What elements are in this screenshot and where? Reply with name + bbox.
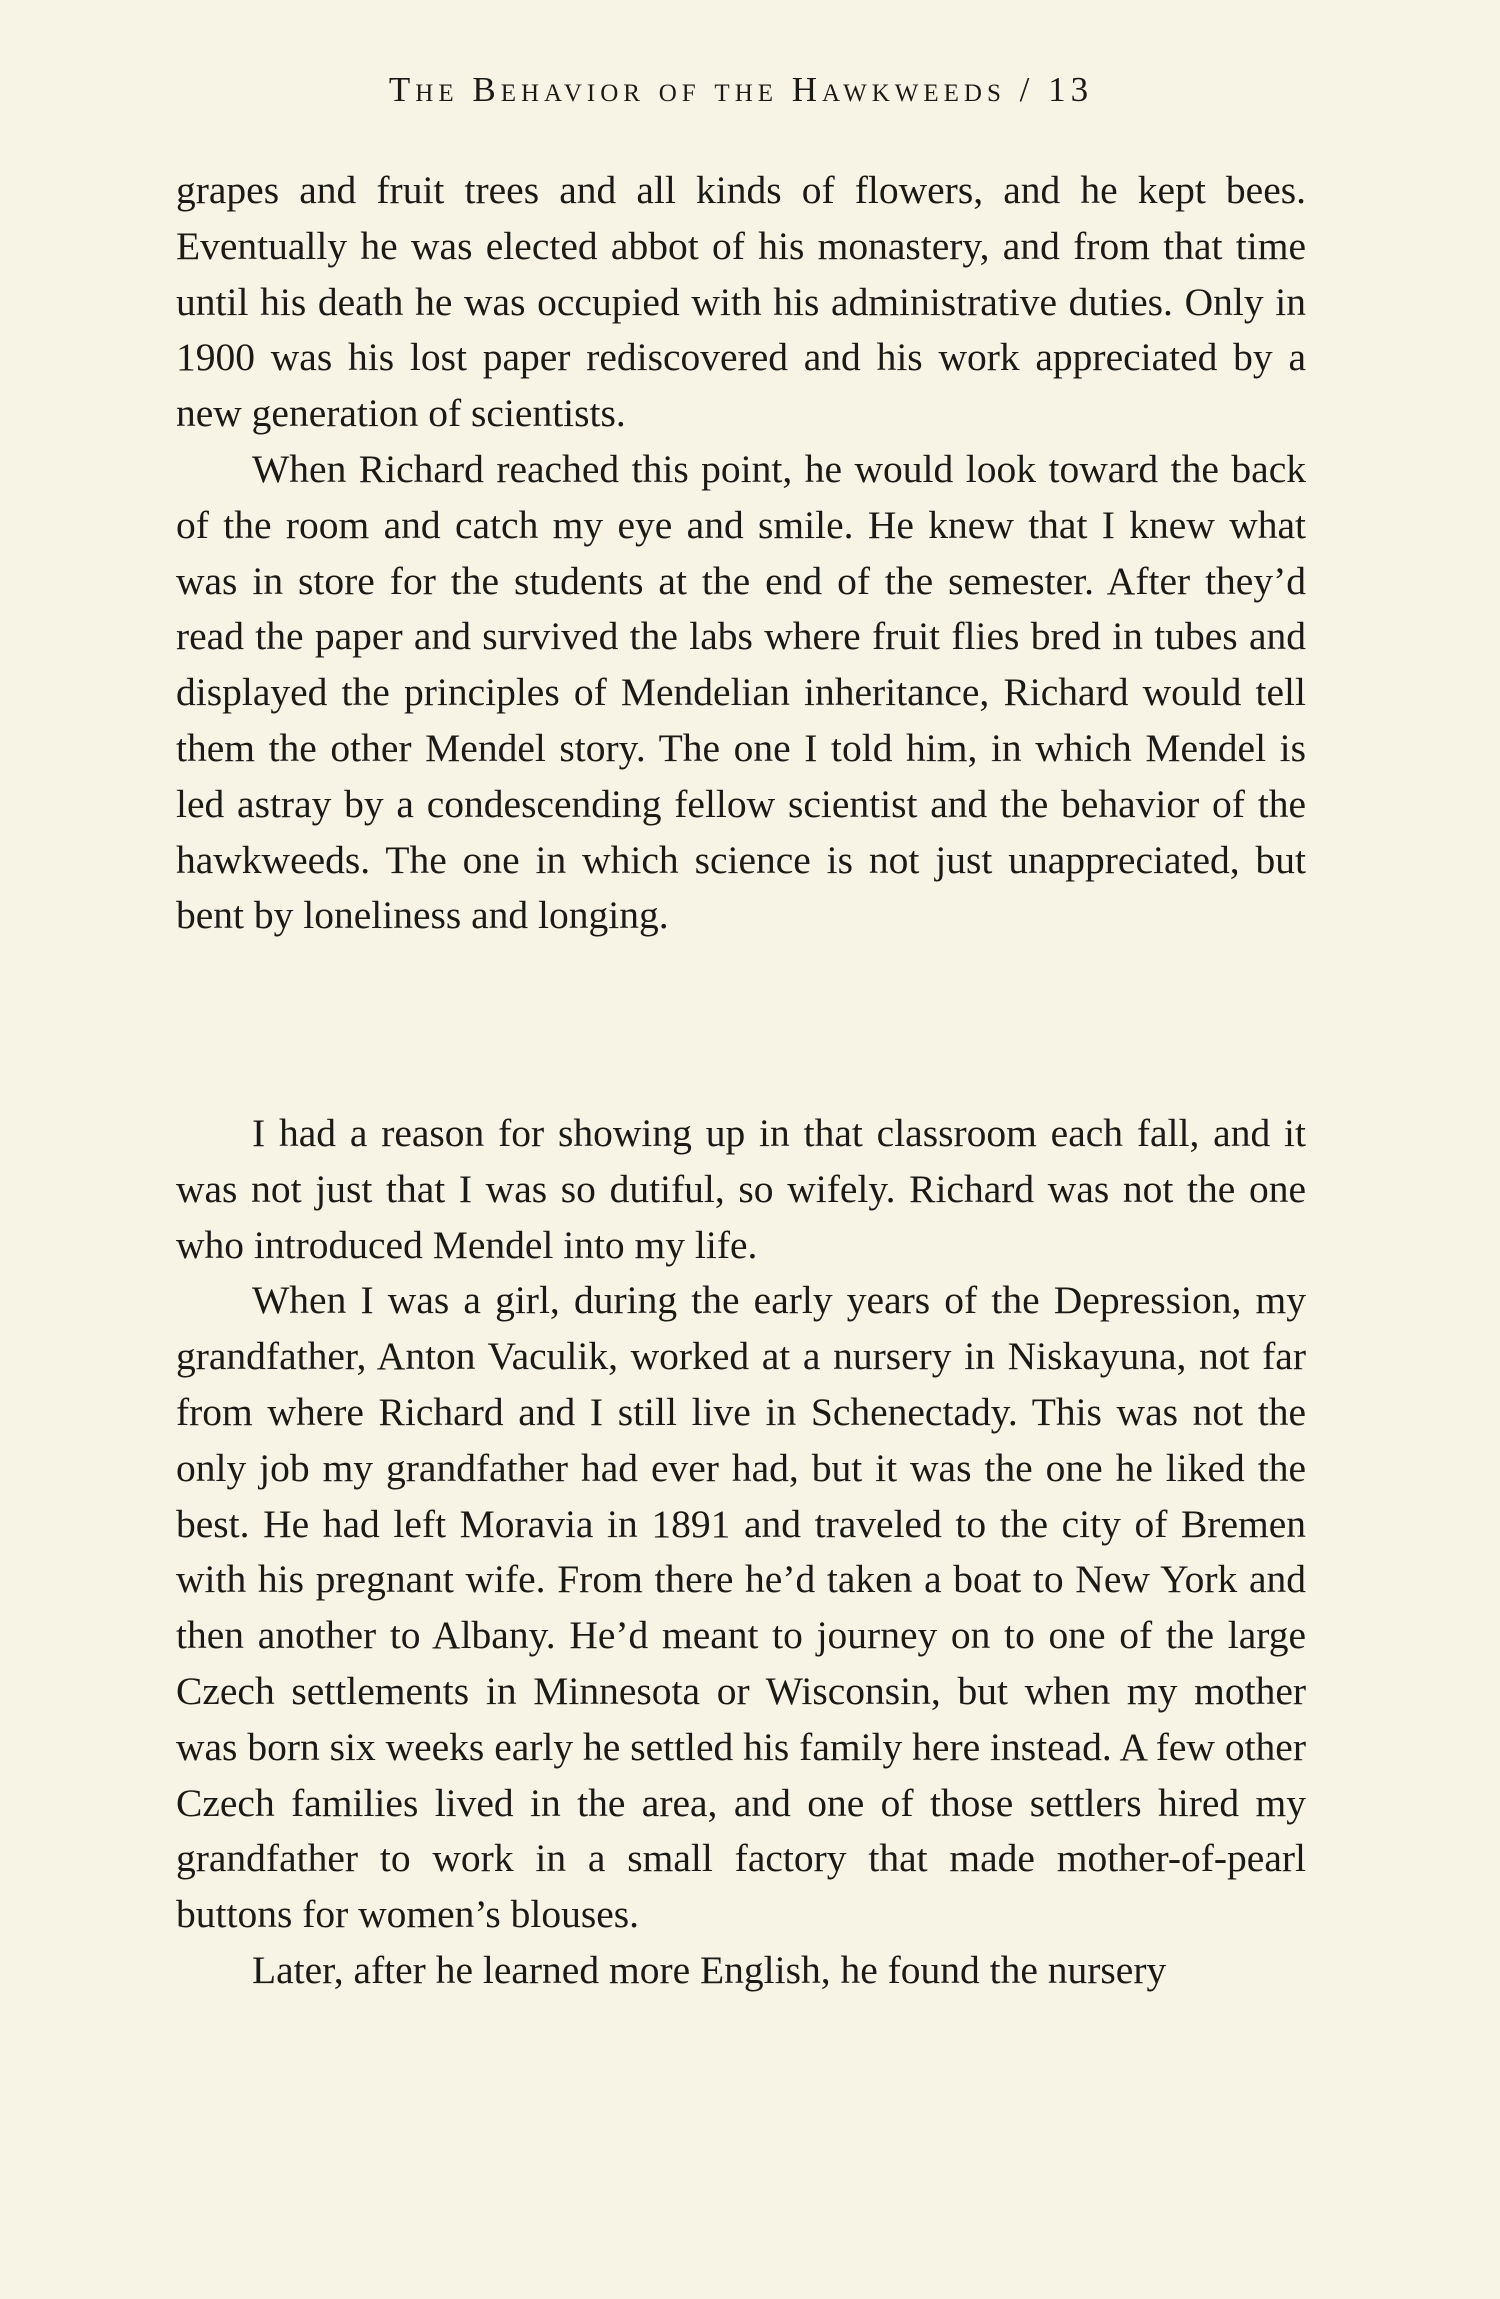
chapter-title: The Behavior of the Hawkweeds	[388, 70, 1006, 109]
paragraph: Later, after he learned more English, he found the nursery	[252, 1947, 1167, 1992]
paragraph: When I was a girl, during the early years of the Depression, my grandfather, Anton Vaculik, worked at a nursery in Niskayuna, not far from where Richard and I still live in Schenectady. This was not the only job my grandfather had ever had, but it was the one he liked the best. He had left Moravia in 1891 and traveled to the city of Bremen with his pregnant wife. From there he’d taken a boat to New York and then another to Albany. He’d meant to journey on to one of the large Czech settlements in Minnesota or Wisconsin, but when my mother was born six weeks early he settled his family here instead. A few other Czech families lived in the area, and one of those settlers hired my grandfather to work in a small factory that made mother-of-pearl buttons for women’s blouses.	[176, 1278, 1306, 1937]
running-head	[176, 68, 1306, 112]
running-head-separator: /	[1019, 70, 1035, 109]
paragraph: grapes and fruit trees and all kinds of flowers, and he kept bees. Eventually he was elected abbot of his monastery, and from that time until his death he was occupied with his administrative duties. Only in 1900 was his lost paper rediscovered and his work appreciated by a new generation of scientists.	[176, 168, 1306, 436]
text-section-2	[176, 1106, 1306, 1999]
paragraph: I had a reason for showing up in that classroom each fall, and it was not just that I was so dutiful, so wifely. Richard was not the one who introduced Mendel into my life.	[176, 1111, 1306, 1267]
paragraph: When Richard reached this point, he would look toward the back of the room and catch my eye and smile. He knew that I knew what was in store for the students at the end of the semester. After they’d read the paper and survived the labs where fruit flies bred in tubes and displayed the principles of Mendelian inheritance, Richard would tell them the other Mendel story. The one I told him, in which Mendel is led astray by a condescending fellow scientist and the behavior of the hawkweeds. The one in which science is not just unappreciated, but bent by loneliness and longing.	[176, 446, 1306, 938]
text-section-1	[176, 163, 1306, 944]
page-number: 13	[1048, 70, 1094, 109]
